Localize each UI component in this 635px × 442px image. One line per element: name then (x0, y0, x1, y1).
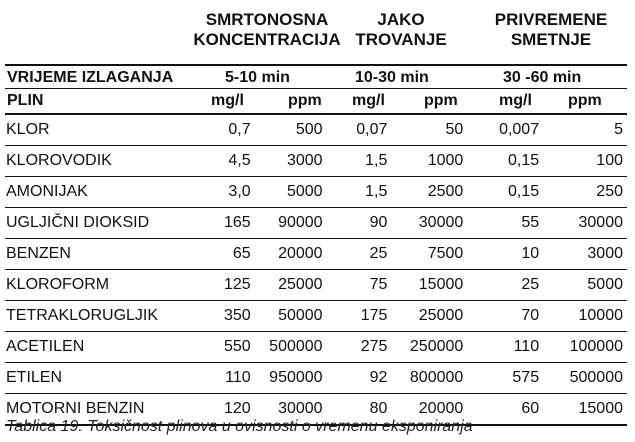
exposure-time-row (5, 66, 627, 88)
unit-label: mg/l (499, 92, 532, 109)
gas-name-cell: TETRAKLORUGLJIK (5, 301, 184, 332)
table-row (5, 239, 627, 270)
group-title-line: JAKO (377, 10, 425, 29)
value-cell: 50 (387, 115, 467, 146)
value-cell: 3,0 (184, 177, 251, 208)
value-cell: 0,07 (326, 115, 388, 146)
value-cell: 100000 (541, 332, 627, 363)
unit-label: ppm (568, 92, 602, 109)
column-header-row (5, 89, 627, 113)
gas-name-cell: ETILEN (5, 363, 184, 394)
value-cell: 3000 (251, 146, 326, 177)
value-cell: 55 (467, 208, 541, 239)
value-cell: 90 (326, 208, 388, 239)
gas-name-cell: MOTORNI BENZIN (5, 394, 184, 426)
value-cell: 350 (184, 301, 251, 332)
value-cell: 500000 (541, 363, 627, 394)
group-title-line: TROVANJE (355, 30, 447, 49)
value-cell: 575 (467, 363, 541, 394)
value-cell: 175 (326, 301, 388, 332)
value-cell: 800000 (387, 363, 467, 394)
value-cell: 30000 (541, 208, 627, 239)
value-cell: 165 (184, 208, 251, 239)
value-cell: 75 (326, 270, 388, 301)
value-cell: 125 (184, 270, 251, 301)
value-cell: 60 (467, 394, 541, 426)
value-cell: 25 (467, 270, 541, 301)
gas-name-cell: ACETILEN (5, 332, 184, 363)
value-cell: 950000 (251, 363, 326, 394)
exposure-time-value: 30 -60 min (503, 69, 582, 86)
table-row (5, 301, 627, 332)
unit-label: mg/l (352, 92, 385, 109)
exposure-time-value: 5-10 min (225, 69, 290, 86)
toxicity-table-block (5, 6, 627, 426)
group-title-line: KONCENTRACIJA (193, 30, 341, 49)
gas-table (5, 115, 627, 426)
table-row (5, 208, 627, 239)
unit-label: mg/l (211, 92, 244, 109)
value-cell: 3000 (541, 239, 627, 270)
unit-label: ppm (424, 92, 458, 109)
value-cell: 275 (326, 332, 388, 363)
value-cell: 65 (184, 239, 251, 270)
gas-column-label: PLIN (7, 92, 44, 109)
value-cell: 1000 (387, 146, 467, 177)
value-cell: 1,5 (326, 177, 388, 208)
table-row (5, 177, 627, 208)
value-cell: 110 (467, 332, 541, 363)
exposure-time-value: 10-30 min (355, 69, 429, 86)
value-cell: 1,5 (326, 146, 388, 177)
group-severe-poisoning (341, 10, 461, 50)
value-cell: 0,7 (184, 115, 251, 146)
group-title-line: SMRTONOSNA (205, 10, 329, 29)
value-cell: 5000 (541, 270, 627, 301)
table-row (5, 270, 627, 301)
value-cell: 30000 (251, 394, 326, 426)
exposure-time-label: VRIJEME IZLAGANJA (7, 69, 174, 86)
group-header (5, 6, 627, 64)
group-lethal-concentration (183, 10, 351, 50)
gas-name-cell: KLOR (5, 115, 184, 146)
gas-name-cell: AMONIJAK (5, 177, 184, 208)
table-row (5, 146, 627, 177)
value-cell: 250 (541, 177, 627, 208)
group-temporary-symptoms (481, 10, 621, 50)
group-title-line: PRIVREMENE (494, 10, 608, 29)
value-cell: 5 (541, 115, 627, 146)
value-cell: 30000 (387, 208, 467, 239)
group-title-line: SMETNJE (510, 30, 592, 49)
value-cell: 25000 (387, 301, 467, 332)
value-cell: 0,007 (467, 115, 541, 146)
value-cell: 0,15 (467, 146, 541, 177)
value-cell: 20000 (251, 239, 326, 270)
gas-name-cell: KLOROVODIK (5, 146, 184, 177)
value-cell: 5000 (251, 177, 326, 208)
value-cell: 550 (184, 332, 251, 363)
gas-name-cell: BENZEN (5, 239, 184, 270)
value-cell: 4,5 (184, 146, 251, 177)
value-cell: 0,15 (467, 177, 541, 208)
value-cell: 10000 (541, 301, 627, 332)
gas-name-cell: KLOROFORM (5, 270, 184, 301)
table-row (5, 332, 627, 363)
value-cell: 70 (467, 301, 541, 332)
value-cell: 250000 (387, 332, 467, 363)
value-cell: 80 (326, 394, 388, 426)
value-cell: 120 (184, 394, 251, 426)
table-caption: Tablica 19. Toksičnost plinova u ovisnosti o vremenu eksponiranja (6, 418, 473, 435)
value-cell: 15000 (541, 394, 627, 426)
value-cell: 2500 (387, 177, 467, 208)
value-cell: 10 (467, 239, 541, 270)
value-cell: 15000 (387, 270, 467, 301)
table-row (5, 115, 627, 146)
value-cell: 110 (184, 363, 251, 394)
value-cell: 25 (326, 239, 388, 270)
value-cell: 25000 (251, 270, 326, 301)
gas-name-cell: UGLJIČNI DIOKSID (5, 208, 184, 239)
table-row (5, 363, 627, 394)
value-cell: 50000 (251, 301, 326, 332)
value-cell: 20000 (387, 394, 467, 426)
value-cell: 500 (251, 115, 326, 146)
value-cell: 90000 (251, 208, 326, 239)
value-cell: 100 (541, 146, 627, 177)
unit-label: ppm (288, 92, 322, 109)
value-cell: 7500 (387, 239, 467, 270)
value-cell: 500000 (251, 332, 326, 363)
value-cell: 92 (326, 363, 388, 394)
